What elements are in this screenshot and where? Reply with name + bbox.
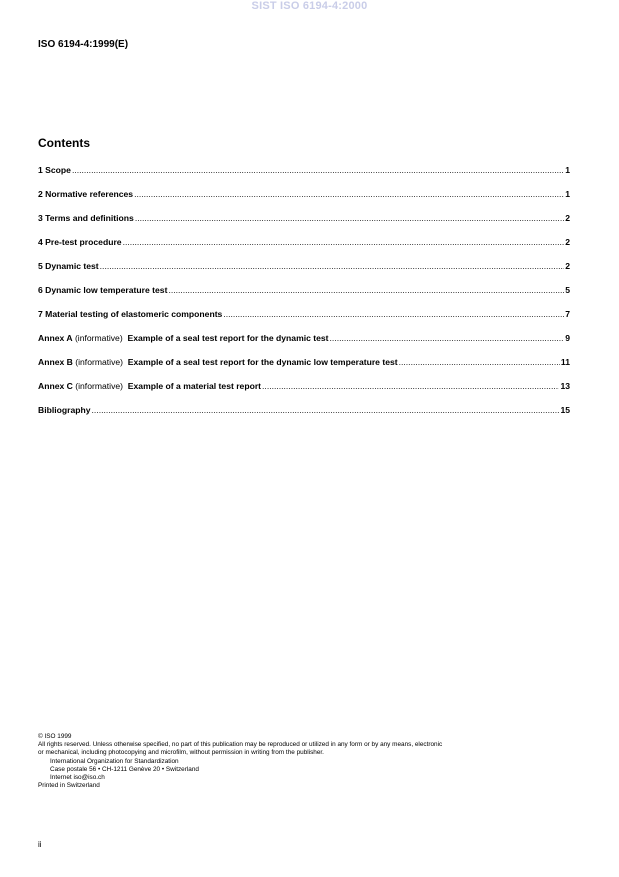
toc-section-title: 7 Material testing of elastomeric components [38,309,223,319]
toc-entry-label [38,189,133,199]
toc-section-title: 2 Normative references [38,189,134,199]
toc-entry-label [38,237,122,247]
rights-line-2: or mechanical, including photocopying and microfilm, without permission in writing from the publisher. [38,749,324,757]
toc-page-number: 2 [565,261,570,271]
toc-section-title: 1 Scope [38,165,71,175]
toc-entry[interactable] [38,165,570,189]
toc-section-title: 3 Terms and definitions [38,213,134,223]
toc-leader-dots [262,381,559,391]
toc-section-title: 5 Dynamic test [38,261,99,271]
toc-entry[interactable] [38,189,570,213]
toc-leader-dots [330,333,565,343]
toc-page-number: 11 [560,357,570,367]
toc-entry-label [38,309,222,319]
toc-page-number: 13 [560,381,570,391]
organization-address: Case postale 56 • CH-1211 Genève 20 • Switzerland [50,765,199,773]
toc-page-number: 9 [565,333,570,343]
toc-entry-label [38,165,71,175]
toc-entry[interactable] [38,285,570,309]
toc-page-number: 7 [565,309,570,319]
toc-entry[interactable] [38,213,570,237]
copyright-line: © ISO 1999 [38,733,72,740]
toc-annex-title: Example of a seal test report for the dynamic low temperature test [127,357,398,367]
table-of-contents [38,165,570,429]
rights-line-1: All rights reserved. Unless otherwise specified, no part of this publication may be reproduced or utilized in any form or by any means, electronic [38,741,443,749]
toc-leader-dots [134,189,564,199]
toc-entry[interactable] [38,261,570,285]
toc-entry-label [38,285,167,295]
toc-entry[interactable] [38,333,570,357]
toc-annex-label: Annex C [38,381,73,391]
watermark: SIST ISO 6194-4:2000 [251,0,368,12]
toc-annex-title: Example of a material test report [127,381,262,391]
toc-page-number: 1 [565,189,570,199]
toc-page-number: 1 [565,165,570,175]
toc-entry[interactable] [38,357,570,381]
toc-entry-label [38,381,261,391]
toc-section-title: 4 Pre-test procedure [38,237,122,247]
toc-leader-dots [223,309,564,319]
toc-entry[interactable] [38,405,570,429]
toc-leader-dots [168,285,564,295]
contents-heading: Contents [38,136,90,150]
toc-section-title: 6 Dynamic low temperature test [38,285,168,295]
toc-entry[interactable] [38,309,570,333]
toc-entry[interactable] [38,381,570,405]
toc-entry-label [38,261,99,271]
toc-entry-label [38,333,329,343]
toc-leader-dots [100,261,565,271]
toc-annex-title: Example of a seal test report for the dynamic test [127,333,329,343]
toc-annex-label: Annex A [38,333,73,343]
toc-section-title: Bibliography [38,405,91,415]
toc-entry-label [38,405,91,415]
toc-page-number: 2 [565,213,570,223]
printed-in: Printed in Switzerland [38,782,100,790]
page-number: ii [38,840,42,849]
toc-annex-type: (informative) [75,381,124,391]
toc-page-number: 2 [565,237,570,247]
toc-annex-label: Annex B [38,357,73,367]
toc-page-number: 15 [560,405,570,415]
copyright-notice [38,733,578,790]
toc-leader-dots [135,213,564,223]
organization-internet: Internet iso@iso.ch [50,774,105,782]
toc-leader-dots [92,405,560,415]
toc-leader-dots [123,237,565,247]
toc-annex-type: (informative) [74,333,123,343]
toc-entry[interactable] [38,237,570,261]
toc-entry-label [38,357,398,367]
toc-entry-label [38,213,134,223]
toc-leader-dots [399,357,560,367]
document-id: ISO 6194-4:1999(E) [38,39,129,50]
toc-annex-type: (informative) [75,357,124,367]
toc-leader-dots [72,165,564,175]
organization-name: International Organization for Standardization [50,757,179,765]
toc-page-number: 5 [565,285,570,295]
